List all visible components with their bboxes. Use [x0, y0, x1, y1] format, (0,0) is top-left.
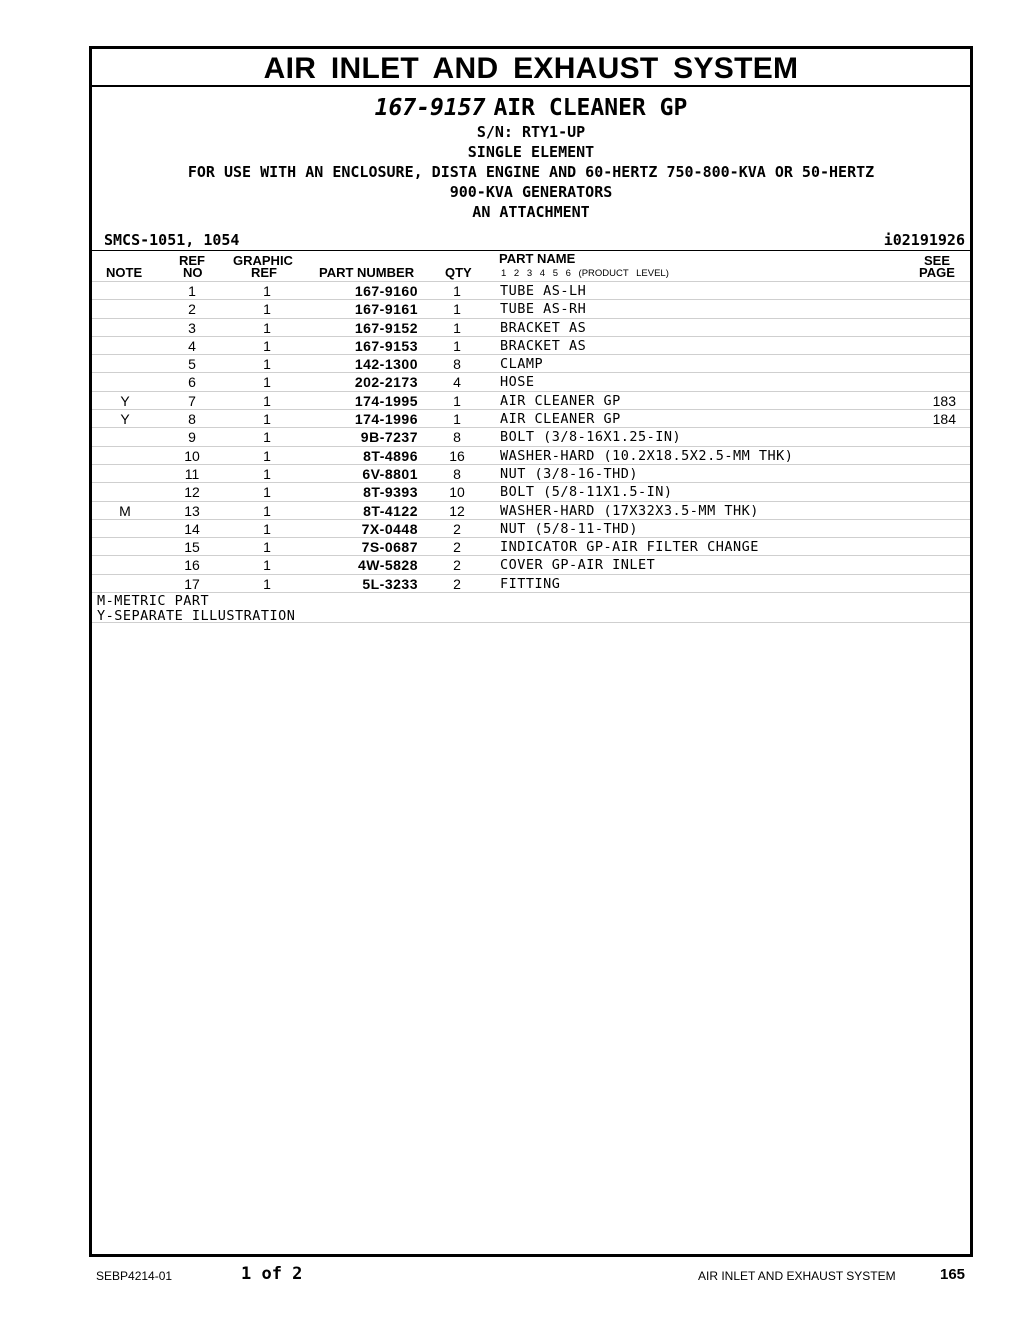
footer-document-number: SEBP4214-01 — [96, 1269, 173, 1283]
graphic-ref-cell: 1 — [263, 575, 271, 592]
group-description-line: FOR USE WITH AN ENCLOSURE, DISTA ENGINE AND 60-HERTZ 750-800-KVA OR 50-HERTZ — [187, 163, 875, 181]
ref-number-cell: 4 — [188, 337, 196, 354]
ref-number-cell: 1 — [188, 283, 196, 299]
quantity-cell: 2 — [453, 520, 461, 537]
col-see-header-top: SEE — [924, 253, 951, 268]
table-row — [92, 281, 970, 299]
quantity-cell: 2 — [453, 539, 461, 556]
col-part-name-header: PART NAME — [499, 251, 576, 266]
part-number-cell: 167-9160 — [354, 283, 418, 299]
graphic-ref-cell: 1 — [263, 465, 271, 482]
quantity-cell: 1 — [453, 301, 461, 318]
col-ref-header-top: REF — [179, 253, 205, 268]
ref-number-cell: 5 — [188, 356, 196, 373]
table-row — [92, 464, 970, 482]
section-title: AIR INLET AND EXHAUST SYSTEM — [92, 49, 970, 87]
quantity-cell: 1 — [453, 283, 461, 299]
part-number-cell: 174-1995 — [354, 392, 418, 409]
table-row — [92, 501, 970, 519]
col-qty-header: QTY — [445, 265, 472, 280]
part-name-cell: NUT (3/8-16-THD) — [500, 465, 639, 482]
ref-number-cell: 9 — [188, 429, 196, 446]
graphic-ref-cell: 1 — [263, 374, 271, 391]
ref-number-cell: 15 — [184, 539, 200, 556]
table-row — [92, 446, 970, 464]
part-number-cell: 167-9152 — [354, 319, 418, 336]
quantity-cell: 4 — [453, 374, 461, 391]
part-number-cell: 7S-0687 — [361, 539, 418, 556]
legend — [92, 592, 970, 623]
col-graphic-header-bottom: REF — [251, 265, 277, 280]
ref-number-cell: 2 — [188, 301, 196, 318]
part-name-cell: BRACKET AS — [500, 337, 587, 354]
graphic-ref-cell: 1 — [263, 447, 271, 464]
table-row — [92, 354, 970, 372]
page-frame — [89, 46, 973, 1257]
part-number-cell: 9B-7237 — [360, 429, 418, 446]
graphic-ref-cell: 1 — [263, 411, 271, 428]
col-ref-header-bottom: NO — [183, 265, 203, 280]
group-name: AIR CLEANER GP — [493, 95, 688, 121]
part-name-cell: HOSE — [500, 374, 535, 391]
document-id: i02191926 — [883, 231, 965, 249]
part-number-cell: 142-1300 — [354, 356, 418, 373]
part-number-cell: 8T-4896 — [363, 447, 418, 464]
ref-number-cell: 14 — [184, 520, 200, 537]
part-name-cell: BOLT (5/8-11X1.5-IN) — [500, 484, 673, 501]
smcs-code: SMCS-1051, 1054 — [104, 231, 240, 249]
graphic-ref-cell: 1 — [263, 392, 271, 409]
group-part-number: 167-9157 — [374, 95, 486, 121]
graphic-ref-cell: 1 — [263, 283, 271, 299]
meta-row — [92, 228, 970, 248]
note-cell: Y — [120, 392, 130, 409]
col-page-header-bottom: PAGE — [919, 265, 955, 280]
part-name-cell: BOLT (3/8-16X1.25-IN) — [500, 429, 682, 446]
graphic-ref-cell: 1 — [263, 520, 271, 537]
parts-table-body — [92, 281, 970, 592]
legend-metric: M-METRIC PART — [97, 593, 210, 610]
part-number-cell: 5L-3233 — [362, 575, 418, 592]
quantity-cell: 8 — [453, 465, 461, 482]
table-row — [92, 555, 970, 573]
part-name-cell: BRACKET AS — [500, 319, 587, 336]
quantity-cell: 1 — [453, 337, 461, 354]
part-number-cell: 202-2173 — [354, 374, 418, 391]
quantity-cell: 1 — [453, 392, 461, 409]
table-row — [92, 537, 970, 555]
ref-number-cell: 12 — [184, 484, 200, 501]
part-name-cell: WASHER-HARD (17X32X3.5-MM THK) — [500, 502, 759, 519]
part-number-cell: 8T-9393 — [363, 484, 418, 501]
group-description-line: AN ATTACHMENT — [472, 203, 590, 221]
legend-separate-illustration: Y-SEPARATE ILLUSTRATION — [97, 608, 296, 625]
part-name-cell: TUBE AS-LH — [500, 283, 587, 299]
part-name-cell: AIR CLEANER GP — [500, 392, 621, 409]
table-row — [92, 482, 970, 500]
note-cell: M — [119, 502, 131, 519]
table-row — [92, 299, 970, 317]
ref-number-cell: 8 — [188, 411, 196, 428]
graphic-ref-cell: 1 — [263, 557, 271, 574]
see-page-cell: 184 — [932, 411, 956, 428]
quantity-cell: 8 — [453, 429, 461, 446]
table-row — [92, 391, 970, 409]
graphic-ref-cell: 1 — [263, 539, 271, 556]
footer-section-name: AIR INLET AND EXHAUST SYSTEM — [698, 1269, 896, 1283]
group-description-line: SINGLE ELEMENT — [467, 143, 595, 161]
table-row — [92, 409, 970, 427]
graphic-ref-cell: 1 — [263, 319, 271, 336]
quantity-cell: 8 — [453, 356, 461, 373]
col-note-header: NOTE — [106, 265, 143, 280]
quantity-cell: 16 — [449, 447, 465, 464]
part-name-cell: COVER GP-AIR INLET — [500, 557, 656, 574]
graphic-ref-cell: 1 — [263, 429, 271, 446]
footer-page-of: 1 of 2 — [241, 1264, 303, 1284]
part-number-cell: 167-9161 — [354, 301, 418, 318]
table-header — [92, 250, 970, 281]
part-name-cell: NUT (5/8-11-THD) — [500, 520, 639, 537]
quantity-cell: 10 — [449, 484, 465, 501]
table-row — [92, 336, 970, 354]
ref-number-cell: 7 — [188, 392, 196, 409]
ref-number-cell: 17 — [184, 575, 200, 592]
table-row — [92, 427, 970, 445]
part-name-cell: INDICATOR GP-AIR FILTER CHANGE — [500, 539, 759, 556]
table-row — [92, 318, 970, 336]
group-description-line: 900-KVA GENERATORS — [449, 183, 613, 201]
part-number-cell: 167-9153 — [354, 337, 418, 354]
note-cell: Y — [120, 411, 130, 428]
quantity-cell: 12 — [449, 502, 465, 519]
part-number-cell: 7X-0448 — [361, 520, 418, 537]
graphic-ref-cell: 1 — [263, 484, 271, 501]
quantity-cell: 1 — [453, 319, 461, 336]
part-number-cell: 6V-8801 — [362, 465, 418, 482]
ref-number-cell: 10 — [184, 447, 200, 464]
quantity-cell: 1 — [453, 411, 461, 428]
ref-number-cell: 11 — [184, 465, 200, 482]
part-name-cell: TUBE AS-RH — [500, 301, 587, 318]
quantity-cell: 2 — [453, 557, 461, 574]
part-number-cell: 4W-5828 — [357, 557, 418, 574]
col-graphic-header-top: GRAPHIC — [233, 253, 293, 268]
table-row — [92, 574, 970, 592]
ref-number-cell: 16 — [184, 557, 200, 574]
part-name-cell: AIR CLEANER GP — [500, 411, 621, 428]
part-name-cell: FITTING — [500, 575, 561, 592]
graphic-ref-cell: 1 — [263, 502, 271, 519]
see-page-cell: 183 — [932, 392, 956, 409]
ref-number-cell: 6 — [188, 374, 196, 391]
serial-range: S/N: RTY1-UP — [476, 123, 586, 141]
ref-number-cell: 13 — [184, 502, 200, 519]
part-number-cell: 174-1996 — [354, 411, 418, 428]
quantity-cell: 2 — [453, 575, 461, 592]
graphic-ref-cell: 1 — [263, 356, 271, 373]
part-name-cell: CLAMP — [500, 356, 544, 373]
part-number-cell: 8T-4122 — [363, 502, 418, 519]
group-header — [92, 94, 970, 222]
footer-page-number: 165 — [940, 1266, 966, 1283]
table-row — [92, 372, 970, 390]
graphic-ref-cell: 1 — [263, 337, 271, 354]
table-row — [92, 519, 970, 537]
ref-number-cell: 3 — [188, 319, 196, 336]
graphic-ref-cell: 1 — [263, 301, 271, 318]
group-title — [92, 94, 970, 122]
col-part-number-header: PART NUMBER — [319, 265, 415, 280]
part-name-cell: WASHER-HARD (10.2X18.5X2.5-MM THK) — [500, 447, 794, 464]
product-level-header: 1 2 3 4 5 6 (PRODUCT LEVEL) — [501, 268, 669, 279]
